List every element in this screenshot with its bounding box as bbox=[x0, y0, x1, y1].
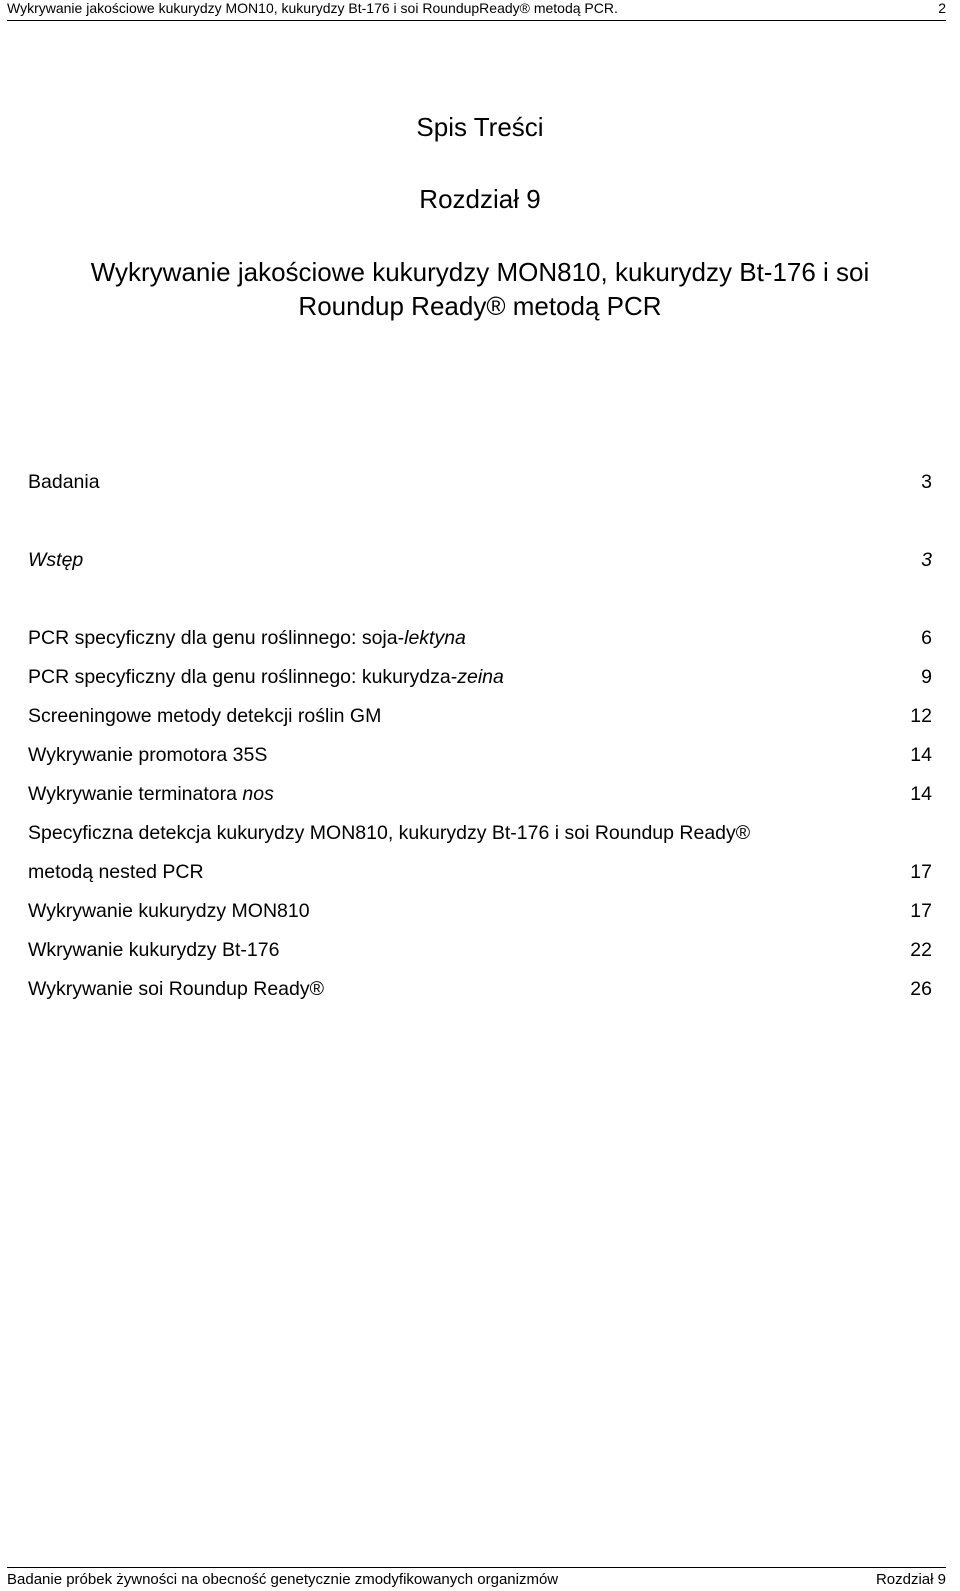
toc-entry-page: 3 bbox=[921, 471, 932, 493]
page-footer bbox=[7, 1567, 946, 1591]
toc-entry-title-text: PCR specyficzny dla genu roślinnego: kukurydza- bbox=[28, 666, 458, 688]
toc-entry-title-text: PCR specyficzny dla genu roślinnego: soja- bbox=[28, 627, 405, 649]
toc-entry-page: 6 bbox=[921, 627, 932, 649]
toc-entry-title-italic: zeina bbox=[457, 666, 504, 688]
toc-entry-title bbox=[28, 782, 274, 806]
toc-entry-title bbox=[28, 665, 504, 689]
page-header bbox=[7, 0, 946, 21]
toc-entry-title-italic: lektyna bbox=[404, 627, 466, 649]
toc-entry-page: 14 bbox=[910, 744, 932, 766]
toc-entry-title: Wykrywanie promotora 35S bbox=[28, 744, 268, 766]
toc-entry-page: 12 bbox=[910, 705, 932, 727]
toc-entry-page: 22 bbox=[910, 939, 932, 961]
toc-entry-title: Wstęp bbox=[28, 549, 84, 571]
contents-heading: Spis Treści bbox=[416, 112, 544, 142]
footer-chapter: Rozdział 9 bbox=[875, 1571, 946, 1588]
toc-entry-page: 17 bbox=[910, 900, 932, 922]
footer-title: Badanie próbek żywności na obecność genetycznie zmodyfikowanych organizmów bbox=[7, 1571, 559, 1588]
toc-entry-page: 26 bbox=[910, 978, 932, 1000]
toc-entry-title: metodą nested PCR bbox=[28, 861, 204, 883]
toc-entry-title: Wykrywanie soi Roundup Ready® bbox=[28, 978, 324, 1000]
toc-entry-title: Screeningowe metody detekcji roślin GM bbox=[28, 705, 382, 727]
toc-entry-title-italic: nos bbox=[242, 783, 274, 805]
toc-entry-title bbox=[28, 626, 466, 650]
chapter-title-line-2: Roundup Ready® metodą PCR bbox=[298, 291, 662, 321]
toc-entry-title: Specyficzna detekcja kukurydzy MON810, kukurydzy Bt-176 i soi Roundup Ready® bbox=[28, 822, 751, 844]
toc-entry-page: 3 bbox=[921, 549, 932, 571]
page-number: 2 bbox=[938, 0, 946, 16]
toc-entry-title: Wykrywanie kukurydzy MON810 bbox=[28, 900, 310, 922]
toc-entry-title: Wkrywanie kukurydzy Bt-176 bbox=[28, 939, 280, 961]
toc-entry-page: 14 bbox=[910, 783, 932, 805]
chapter-title-line-1: Wykrywanie jakościowe kukurydzy MON810, kukurydzy Bt-176 i soi bbox=[90, 257, 870, 287]
chapter-title bbox=[0, 255, 960, 323]
toc-entry-page: 17 bbox=[910, 861, 932, 883]
toc-entry-title: Badania bbox=[28, 471, 100, 493]
running-title: Wykrywanie jakościowe kukurydzy MON10, kukurydzy Bt-176 i soi RoundupReady® metodą PCR. bbox=[7, 0, 618, 16]
chapter-heading: Rozdział 9 bbox=[419, 184, 541, 214]
toc-entry-page: 9 bbox=[921, 666, 932, 688]
toc-entry-title-text: Wykrywanie terminatora bbox=[28, 783, 243, 805]
